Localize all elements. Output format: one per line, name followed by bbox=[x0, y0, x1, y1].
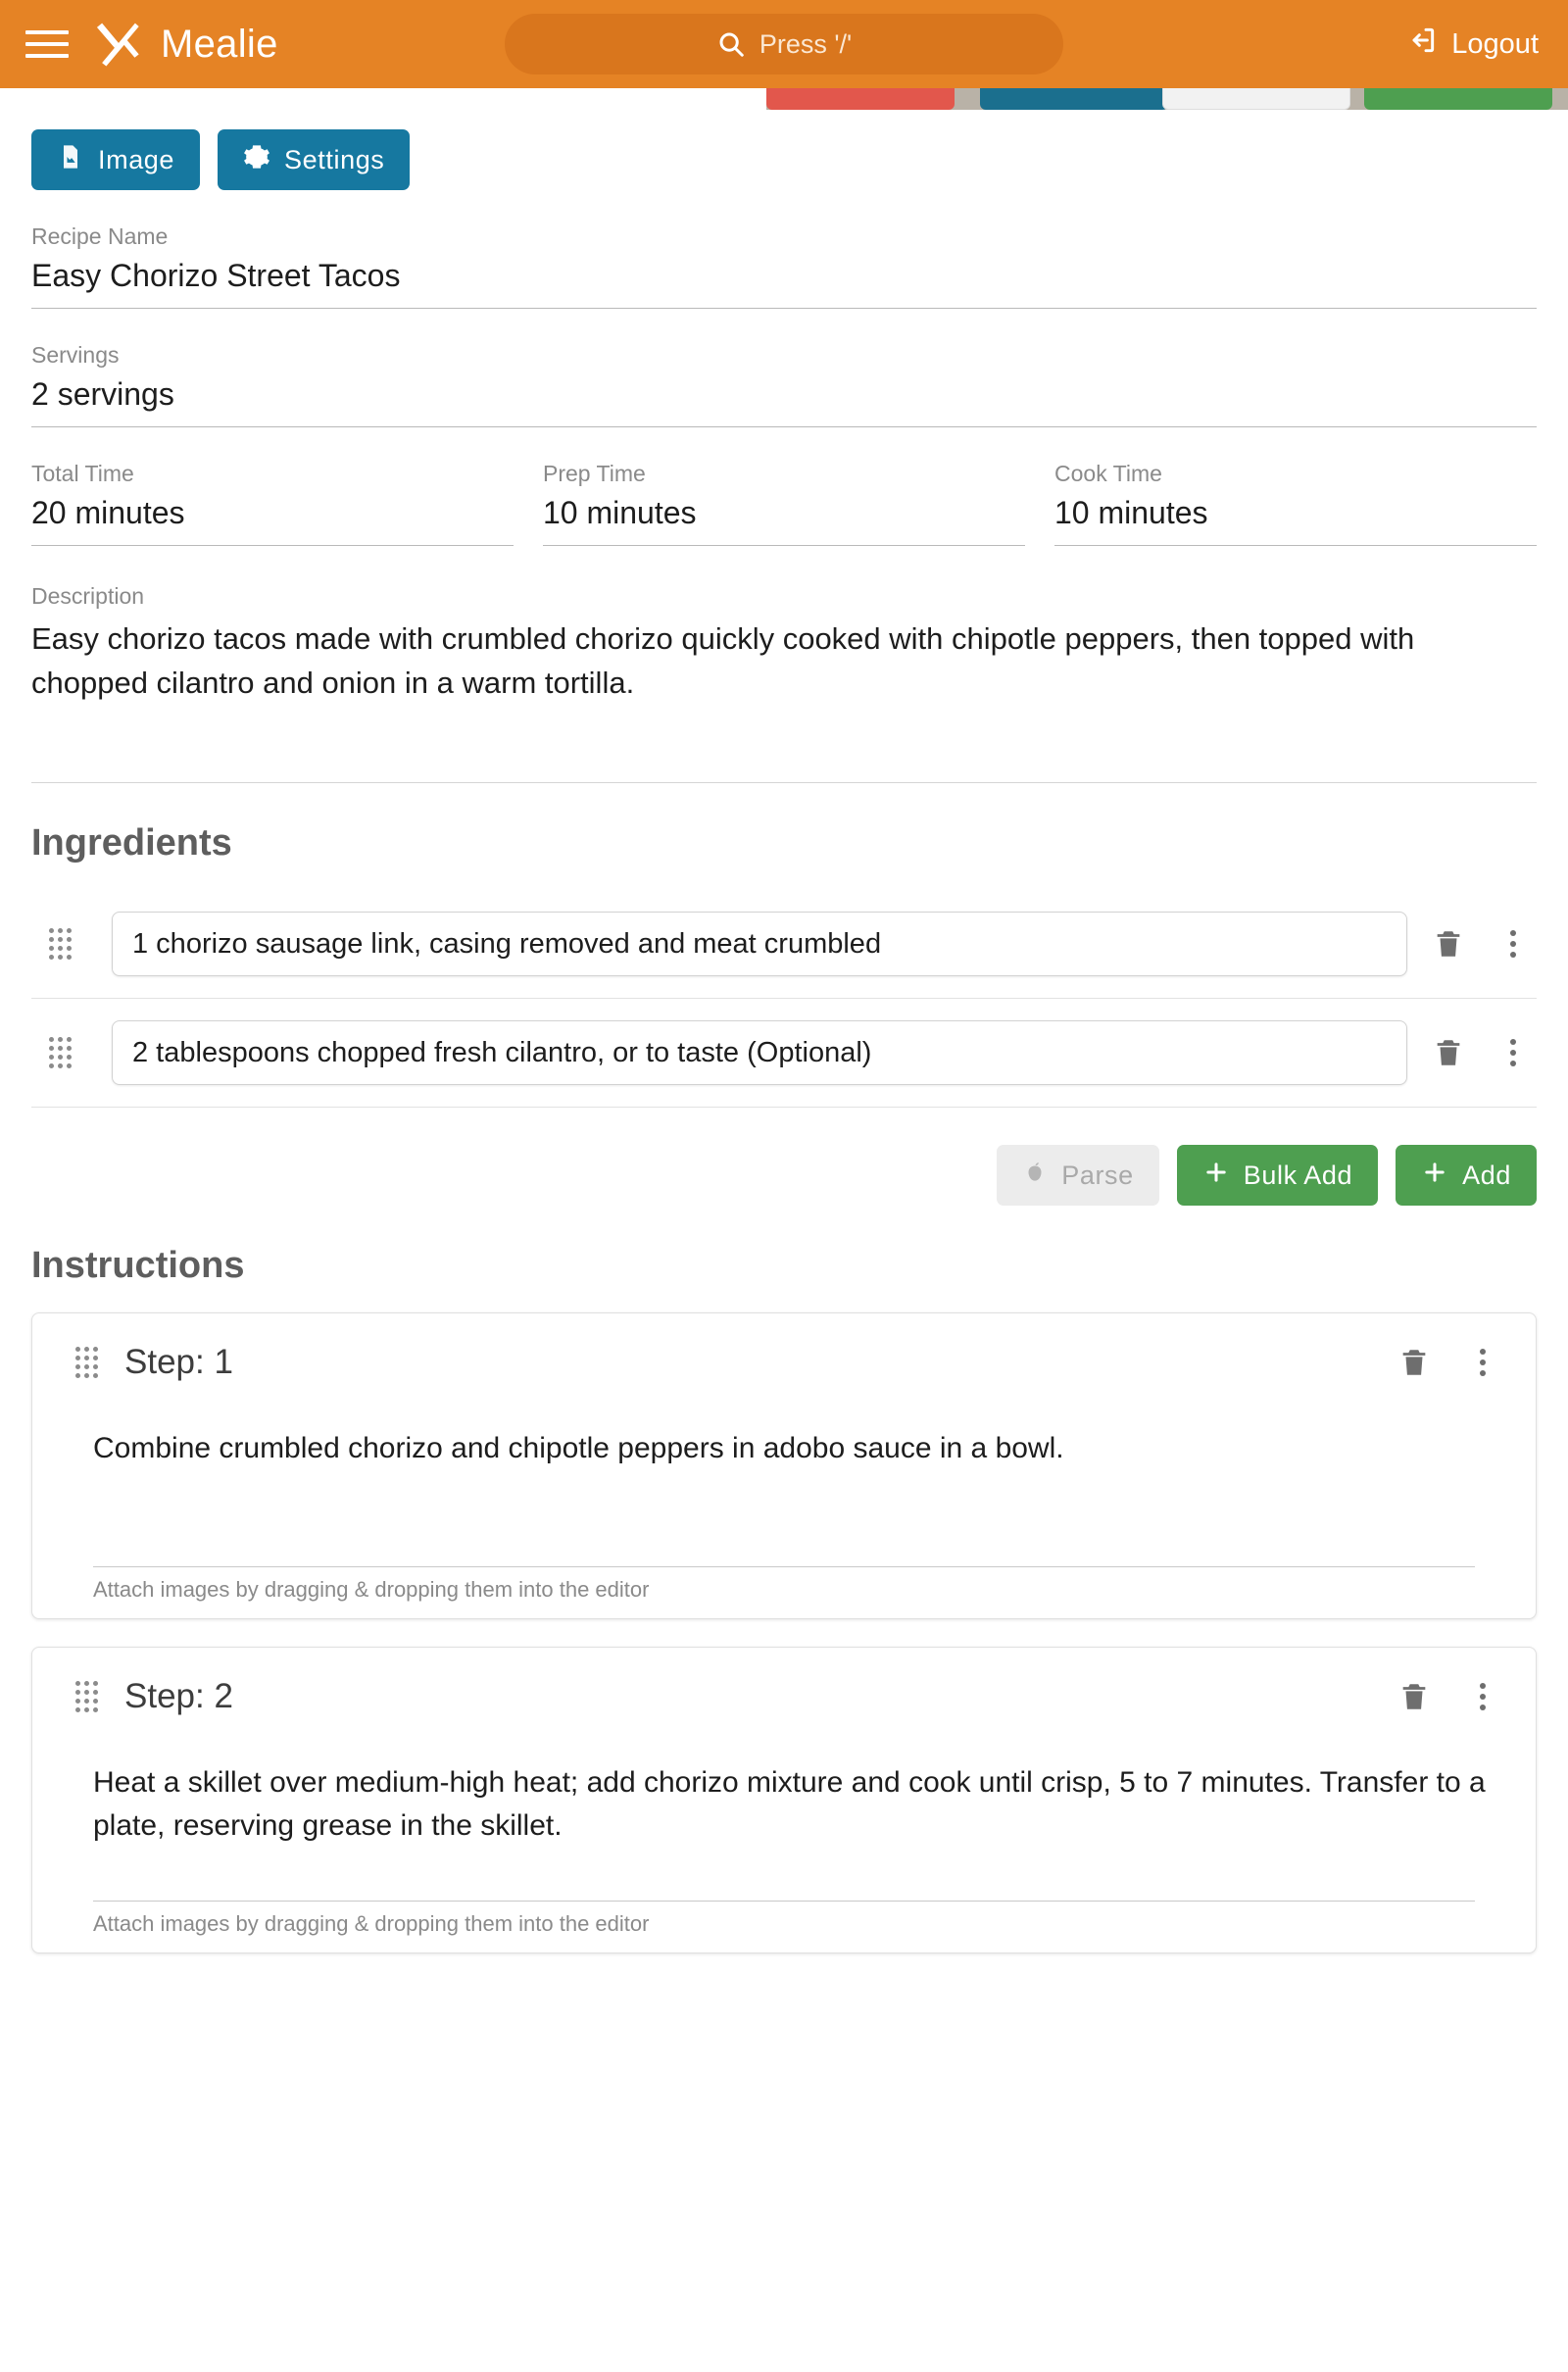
attach-images-hint: Attach images by dragging & dropping them into the editor bbox=[93, 1901, 1475, 1937]
ingredient-input[interactable]: 1 chorizo sausage link, casing removed and meat crumbled bbox=[112, 912, 1407, 976]
attach-images-hint: Attach images by dragging & dropping them into the editor bbox=[93, 1566, 1475, 1603]
cook-time-value[interactable]: 10 minutes bbox=[1054, 495, 1537, 546]
recipe-editor bbox=[0, 88, 1568, 1953]
ingredients-heading: Ingredients bbox=[31, 822, 232, 864]
add-ingredient-button[interactable] bbox=[1396, 1145, 1537, 1206]
ingredient-row bbox=[31, 999, 1537, 1108]
description-value[interactable]: Easy chorizo tacos made with crumbled chorizo quickly cooked with chipotle peppers, then topped with chopped cilantro and onion in a warm tortilla. bbox=[31, 621, 1415, 700]
total-time-field[interactable] bbox=[31, 461, 514, 546]
settings-button-label: Settings bbox=[284, 144, 385, 174]
instruction-step-text[interactable]: Combine crumbled chorizo and chipotle peppers in adobo sauce in a bowl. bbox=[93, 1432, 1064, 1464]
parse-button[interactable] bbox=[997, 1145, 1159, 1206]
search-icon bbox=[716, 29, 746, 59]
logout-label: Logout bbox=[1451, 27, 1539, 60]
hero-chip bbox=[766, 88, 955, 110]
recipe-name-label: Recipe Name bbox=[31, 223, 169, 249]
description-label: Description bbox=[31, 583, 145, 609]
ingredient-actions bbox=[31, 1145, 1537, 1206]
ingredient-row bbox=[31, 890, 1537, 999]
cook-time-field[interactable] bbox=[1054, 461, 1537, 546]
kebab-menu-icon[interactable] bbox=[1490, 1029, 1537, 1076]
servings-label: Servings bbox=[31, 342, 120, 368]
bulk-add-button-label: Bulk Add bbox=[1243, 1160, 1353, 1190]
instruction-step-card bbox=[31, 1647, 1537, 1953]
trash-icon[interactable] bbox=[1425, 920, 1472, 967]
logout-icon bbox=[1406, 25, 1438, 64]
app-title: Mealie bbox=[161, 22, 278, 66]
instruction-step-header bbox=[62, 1673, 1506, 1720]
description-field[interactable] bbox=[31, 583, 1537, 783]
settings-button[interactable] bbox=[218, 129, 410, 190]
kebab-menu-icon[interactable] bbox=[1459, 1339, 1506, 1386]
search-placeholder: Press '/' bbox=[759, 28, 853, 59]
instructions-heading: Instructions bbox=[31, 1245, 245, 1286]
total-time-label: Total Time bbox=[31, 461, 134, 486]
kebab-menu-icon[interactable] bbox=[1490, 920, 1537, 967]
cook-time-label: Cook Time bbox=[1054, 461, 1162, 486]
fork-knife-icon bbox=[92, 18, 145, 71]
time-fields-row bbox=[31, 461, 1537, 546]
apple-icon bbox=[1022, 1160, 1048, 1192]
hero-image-strip bbox=[0, 88, 1568, 110]
image-button-label: Image bbox=[98, 144, 175, 174]
drag-handle-icon[interactable] bbox=[49, 1037, 76, 1068]
add-ingredient-button-label: Add bbox=[1462, 1160, 1511, 1190]
trash-icon[interactable] bbox=[1425, 1029, 1472, 1076]
hero-chip bbox=[980, 88, 1168, 110]
prep-time-field[interactable] bbox=[543, 461, 1025, 546]
hero-chip bbox=[1162, 88, 1350, 110]
trash-icon[interactable] bbox=[1391, 1673, 1438, 1720]
description-divider bbox=[31, 782, 1537, 783]
total-time-value[interactable]: 20 minutes bbox=[31, 495, 514, 546]
hamburger-bar bbox=[25, 30, 69, 34]
hamburger-bar bbox=[25, 54, 69, 58]
servings-field[interactable] bbox=[31, 342, 1537, 427]
drag-handle-icon[interactable] bbox=[75, 1347, 103, 1378]
ingredient-input[interactable]: 2 tablespoons chopped fresh cilantro, or to taste (Optional) bbox=[112, 1020, 1407, 1085]
image-button[interactable] bbox=[31, 129, 200, 190]
hamburger-icon[interactable] bbox=[25, 22, 71, 67]
hamburger-bar bbox=[25, 42, 69, 46]
parse-button-label: Parse bbox=[1061, 1160, 1134, 1190]
instruction-step-title: Step: 1 bbox=[124, 1343, 233, 1381]
recipe-name-field[interactable] bbox=[31, 223, 1537, 309]
plus-icon bbox=[1421, 1159, 1448, 1193]
plus-icon bbox=[1202, 1159, 1230, 1193]
logout-button[interactable] bbox=[1406, 25, 1539, 64]
instruction-step-header bbox=[62, 1339, 1506, 1386]
prep-time-value[interactable]: 10 minutes bbox=[543, 495, 1025, 546]
gear-icon bbox=[243, 143, 270, 177]
search-input[interactable] bbox=[505, 14, 1063, 74]
drag-handle-icon[interactable] bbox=[75, 1681, 103, 1712]
bulk-add-button[interactable] bbox=[1177, 1145, 1378, 1206]
image-file-icon bbox=[57, 143, 84, 177]
instruction-step-title: Step: 2 bbox=[124, 1677, 233, 1715]
servings-value[interactable]: 2 servings bbox=[31, 376, 1537, 427]
instruction-step-text[interactable]: Heat a skillet over medium-high heat; add chorizo mixture and cook until crisp, 5 to 7 minutes. Transfer to a plate, reserving grease in the skillet. bbox=[93, 1766, 1486, 1842]
kebab-menu-icon[interactable] bbox=[1459, 1673, 1506, 1720]
app-bar bbox=[0, 0, 1568, 88]
prep-time-label: Prep Time bbox=[543, 461, 646, 486]
hero-chip bbox=[1364, 88, 1552, 110]
instruction-step-card bbox=[31, 1312, 1537, 1619]
drag-handle-icon[interactable] bbox=[49, 928, 76, 960]
recipe-name-value[interactable]: Easy Chorizo Street Tacos bbox=[31, 258, 1537, 309]
trash-icon[interactable] bbox=[1391, 1339, 1438, 1386]
